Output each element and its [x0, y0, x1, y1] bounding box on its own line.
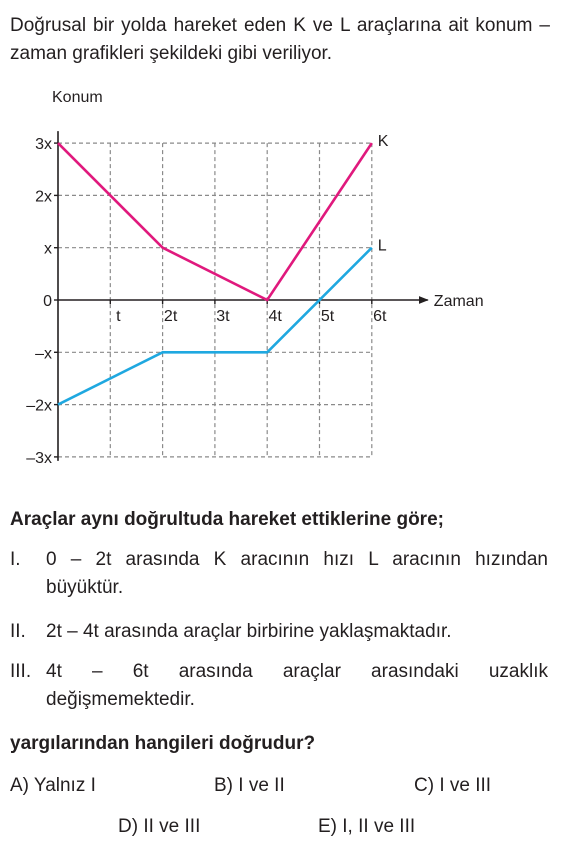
- x-tick-label: 4t: [268, 308, 282, 325]
- y-axis-label: Konum: [52, 89, 103, 107]
- x-tick-label: 3t: [216, 308, 230, 325]
- x-axis-label: Zaman: [433, 293, 484, 310]
- statement-number: I.: [10, 549, 21, 570]
- statement-1: [10, 546, 548, 602]
- option-a[interactable]: A) Yalnız I: [10, 775, 96, 796]
- x-tick-label: 2t: [163, 308, 178, 325]
- statement-number: II.: [10, 621, 26, 642]
- position-time-chart: [0, 80, 568, 480]
- option-b[interactable]: B) I ve II: [214, 775, 285, 796]
- statement-2: [10, 618, 548, 646]
- y-tick-label: –2x: [26, 397, 52, 415]
- option-e[interactable]: E) I, II ve III: [318, 816, 416, 837]
- statement-number: III.: [10, 661, 32, 682]
- x-tick-label: t: [116, 308, 121, 325]
- question-intro: Doğrusal bir yolda hareket eden K ve L araçlarına ait konum – zaman grafikleri şekildeki gibi veriliyor.: [10, 15, 550, 64]
- question-stem: Araçlar aynı doğrultuda hareket ettiklerine göre;: [10, 509, 444, 530]
- y-tick-label: –x: [35, 345, 52, 363]
- chart-series: [58, 143, 372, 405]
- y-tick-label: 0: [43, 293, 52, 310]
- x-tick-label: 6t: [373, 308, 387, 325]
- statement-text: 2t – 4t arasında araçlar birbirine yaklaşmaktadır.: [46, 621, 452, 642]
- y-tick-label: x: [44, 240, 52, 258]
- y-tick-label: –3x: [26, 449, 52, 467]
- y-tick-label: 3x: [35, 136, 52, 154]
- statement-text: 0 – 2t arasında K aracının hızı L aracının hızından büyüktür.: [46, 549, 548, 598]
- option-c[interactable]: C) I ve III: [414, 775, 492, 796]
- y-tick-label: 2x: [35, 188, 52, 206]
- series-label-k: K: [377, 133, 389, 151]
- statement-3: [10, 658, 548, 714]
- statement-text: 4t – 6t arasında araçlar arasındaki uzaklık değişmemektedir.: [46, 661, 548, 710]
- option-d[interactable]: D) II ve III: [118, 816, 201, 837]
- x-tick-label: 5t: [320, 308, 335, 325]
- chart-labels: [26, 89, 483, 467]
- series-label-l: L: [377, 237, 387, 255]
- question-closing: yargılarından hangileri doğrudur?: [10, 733, 316, 754]
